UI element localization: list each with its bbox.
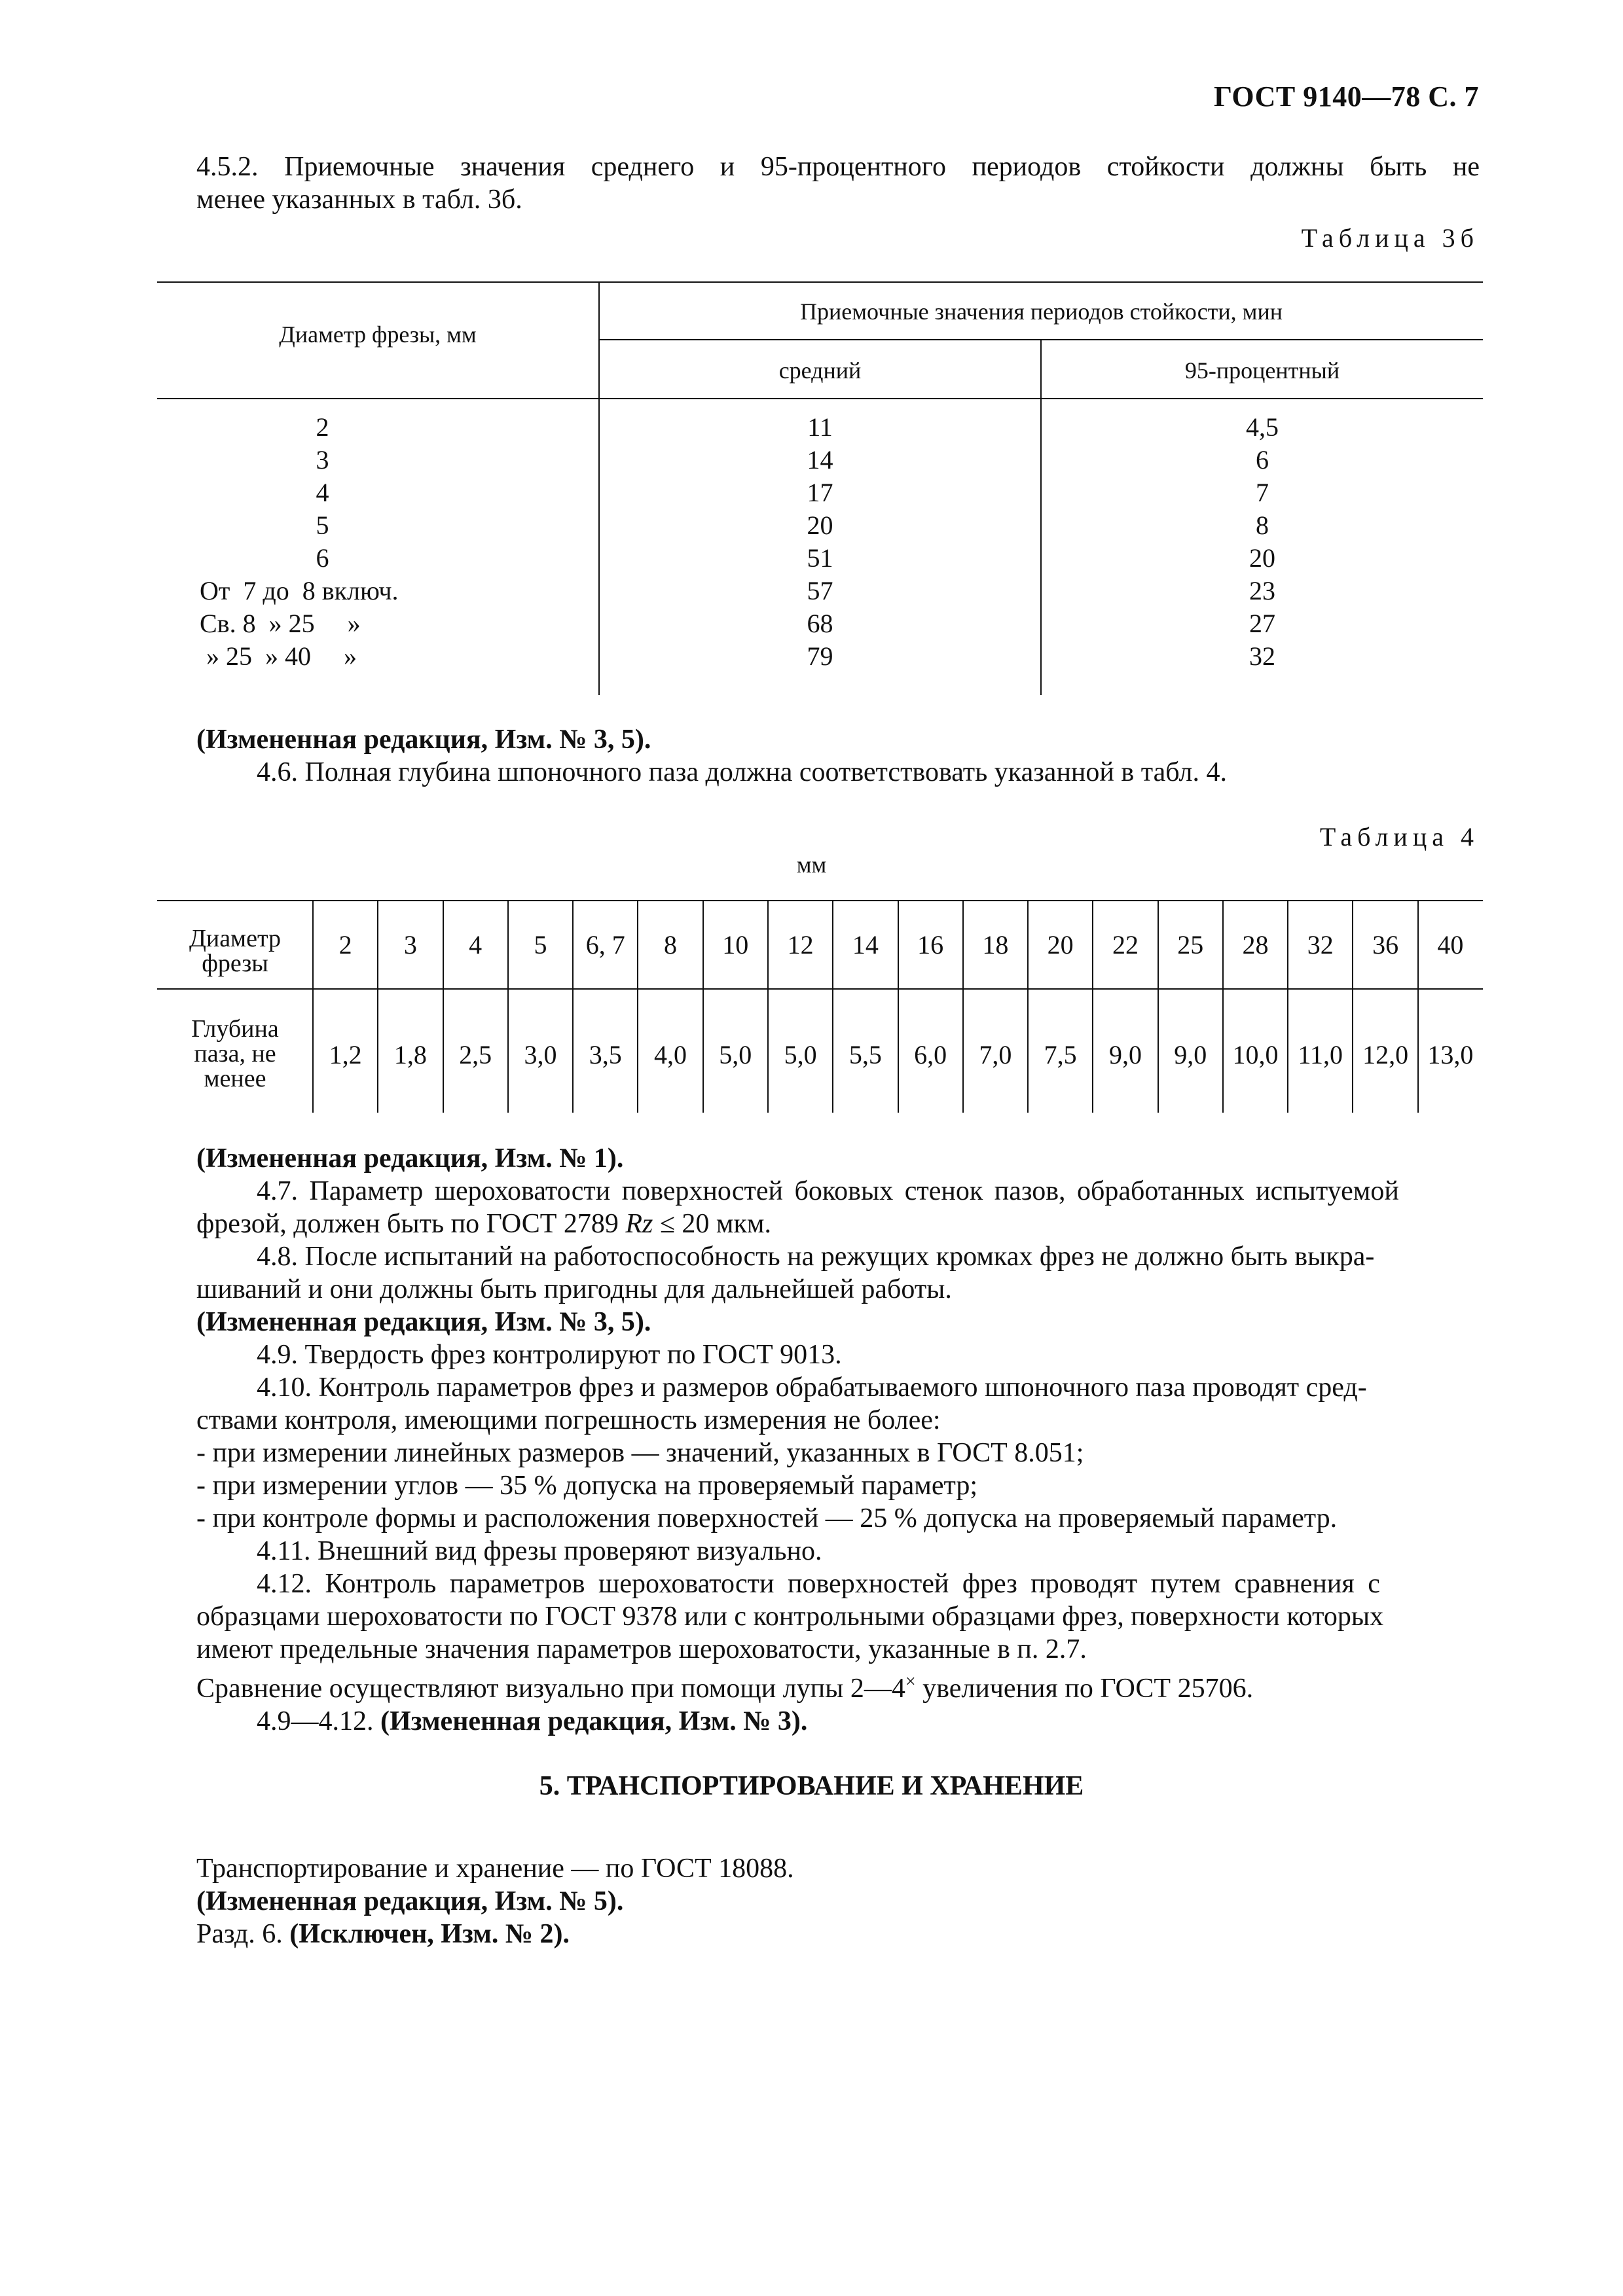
p452-line2: менее указанных в табл. 3б. <box>196 185 522 215</box>
cell-depth: 2,5 <box>459 1040 492 1069</box>
cell-diameter: 36 <box>1372 930 1399 960</box>
cell-diameter: 5 <box>316 511 329 540</box>
cell-p95: 4,5 <box>1246 412 1279 442</box>
p410-bullet2: - при измерении углов — 35 % допуска на проверяемый параметр; <box>196 1471 978 1501</box>
cell-diameter: 4 <box>316 478 329 507</box>
cell-depth: 5,0 <box>784 1040 817 1069</box>
cell-depth: 11,0 <box>1298 1040 1343 1069</box>
amendment-note: (Измененная редакция, Изм. № 5). <box>196 1886 624 1916</box>
table-rule <box>157 281 1483 283</box>
table-4-unit: мм <box>796 852 827 878</box>
p47-line2: фрезой, должен быть по ГОСТ 2789 Rz ≤ 20 мкм. <box>196 1209 771 1239</box>
cell-depth: 6,0 <box>914 1040 947 1069</box>
cell-p95: 27 <box>1249 609 1275 638</box>
cell-p95: 23 <box>1249 576 1275 605</box>
cell-diameter: 10 <box>722 930 749 960</box>
cell-depth: 9,0 <box>1108 1040 1142 1069</box>
p411: 4.11. Внешний вид фрезы проверяют визуально. <box>257 1536 822 1566</box>
cell-depth: 1,2 <box>329 1040 362 1069</box>
cell-diameter: 40 <box>1437 930 1464 960</box>
cell-diameter: 8 <box>664 930 677 960</box>
col-header-mean: средний <box>778 357 862 384</box>
cell-p95: 7 <box>1256 478 1269 507</box>
paragraph-4-5-2 <box>196 151 1480 216</box>
cell-diameter: 20 <box>1047 930 1074 960</box>
cell-depth: 9,0 <box>1174 1040 1207 1069</box>
cell-mean: 20 <box>807 511 833 540</box>
p48-line2: шиваний и они должны быть пригодны для дальнейшей работы. <box>196 1274 952 1304</box>
p46: 4.6. Полная глубина шпоночного паза должна соответствовать указанной в табл. 4. <box>257 757 1227 787</box>
cell-mean: 51 <box>807 543 833 573</box>
cell-depth: 13,0 <box>1427 1040 1474 1069</box>
cell-mean: 57 <box>807 576 833 605</box>
cell-mean: 17 <box>807 478 833 507</box>
cell-mean: 14 <box>807 445 833 475</box>
p410-line1: 4.10. Контроль параметров фрез и размеров обрабатываемого шпоночного паза проводят сред- <box>257 1372 1367 1403</box>
p47-line1: 4.7. Параметр шероховатости поверхностей боковых стенок пазов, обработанных испытуемой <box>257 1176 1399 1206</box>
cell-depth: 7,0 <box>979 1040 1012 1069</box>
p412-line1: 4.12. Контроль параметров шероховатости поверхностей фрез проводят путем сравнения с <box>257 1569 1380 1599</box>
p49: 4.9. Твердость фрез контролируют по ГОСТ 9013. <box>257 1340 842 1370</box>
section-5-title: 5. ТРАНСПОРТИРОВАНИЕ И ХРАНЕНИЕ <box>539 1771 1084 1801</box>
cell-diameter: 3 <box>403 930 417 960</box>
paragraph-amend-3-5 <box>196 723 1480 789</box>
p410-bullet3: - при контроле формы и расположения поверхностей — 25 % допуска на проверяемый параметр. <box>196 1503 1338 1534</box>
cell-diameter: 22 <box>1112 930 1139 960</box>
cell-diameter: От 7 до 8 включ. <box>200 576 399 605</box>
p412-line3: имеют предельные значения параметров шероховатости, указанные в п. 2.7. <box>196 1634 1087 1664</box>
cell-diameter: » 25 » 40 » <box>200 641 357 671</box>
s5-text: Транспортирование и хранение — по ГОСТ 18088. <box>196 1854 794 1884</box>
table-rule <box>157 398 1483 399</box>
body-text-4-7-to-4-12 <box>196 1142 1480 1738</box>
cell-diameter: 18 <box>982 930 1009 960</box>
p49-412-amend: 4.9—4.12. (Измененная редакция, Изм. № 3). <box>257 1706 808 1736</box>
p48-line1: 4.8. После испытаний на работоспособность на режущих кромках фрез не должно быть выкра- <box>257 1242 1375 1272</box>
p412-line2: образцами шероховатости по ГОСТ 9378 или с контрольными образцами фрез, поверхности которых <box>196 1602 1384 1632</box>
section-5-body <box>196 1852 1480 1950</box>
amendment-note: (Измененная редакция, Изм. № 3, 5). <box>196 725 651 755</box>
col-header-diameter: Диаметр фрезы, мм <box>279 321 477 348</box>
cell-diameter: 3 <box>316 445 329 475</box>
p412-compare: Сравнение осуществляют визуально при помощи лупы 2—4× увеличения по ГОСТ 25706. <box>196 1672 1254 1704</box>
cell-diameter: Св. 8 » 25 » <box>200 609 361 638</box>
p410-line2: ствами контроля, имеющими погрешность измерения не более: <box>196 1405 941 1435</box>
cell-depth: 3,0 <box>524 1040 557 1069</box>
cell-depth: 10,0 <box>1232 1040 1279 1069</box>
group-header-values: Приемочные значения периодов стойкости, мин <box>800 298 1283 325</box>
row-label-diameter: Диаметр фрезы <box>189 925 282 977</box>
p452-line1: 4.5.2. Приемочные значения среднего и 95-процентного периодов стойкости должны быть не <box>196 152 1480 182</box>
cell-diameter: 16 <box>917 930 944 960</box>
cell-diameter: 25 <box>1177 930 1204 960</box>
cell-diameter: 4 <box>469 930 483 960</box>
cell-depth: 5,5 <box>848 1040 882 1069</box>
cell-diameter: 6, 7 <box>585 930 625 960</box>
page-header: ГОСТ 9140—78 С. 7 <box>1213 81 1479 113</box>
table-4-caption: Таблица 4 <box>1319 822 1479 852</box>
cell-diameter: 32 <box>1307 930 1334 960</box>
cell-diameter: 14 <box>852 930 879 960</box>
row-label-depth: Глубина паза, не менее <box>191 1015 279 1092</box>
cell-depth: 1,8 <box>393 1040 427 1069</box>
cell-mean: 11 <box>807 412 833 442</box>
cell-mean: 68 <box>807 609 833 638</box>
cell-mean: 79 <box>807 641 833 671</box>
cell-p95: 32 <box>1249 641 1275 671</box>
cell-depth: 3,5 <box>589 1040 622 1069</box>
razd6: Разд. 6. (Исключен, Изм. № 2). <box>196 1919 570 1949</box>
cell-diameter: 28 <box>1242 930 1269 960</box>
table-rule <box>157 988 1483 990</box>
cell-depth: 5,0 <box>719 1040 752 1069</box>
table-4 <box>157 900 1483 1113</box>
cell-diameter: 12 <box>787 930 814 960</box>
cell-p95: 6 <box>1256 445 1269 475</box>
cell-depth: 12,0 <box>1362 1040 1409 1069</box>
cell-depth: 7,5 <box>1044 1040 1077 1069</box>
cell-diameter: 6 <box>316 543 329 573</box>
amendment-note: (Измененная редакция, Изм. № 3, 5). <box>196 1307 651 1337</box>
cell-p95: 20 <box>1249 543 1275 573</box>
p410-bullet1: - при измерении линейных размеров — значений, указанных в ГОСТ 8.051; <box>196 1438 1084 1468</box>
col-header-p95: 95-процентный <box>1184 357 1340 384</box>
cell-depth: 4,0 <box>654 1040 687 1069</box>
cell-diameter: 2 <box>338 930 352 960</box>
amendment-note: (Измененная редакция, Изм. № 1). <box>196 1143 624 1174</box>
table-3b-caption: Таблица 3б <box>1301 223 1479 253</box>
table-rule <box>157 900 1483 901</box>
cell-diameter: 5 <box>534 930 547 960</box>
cell-p95: 8 <box>1256 511 1269 540</box>
cell-diameter: 2 <box>316 412 329 442</box>
